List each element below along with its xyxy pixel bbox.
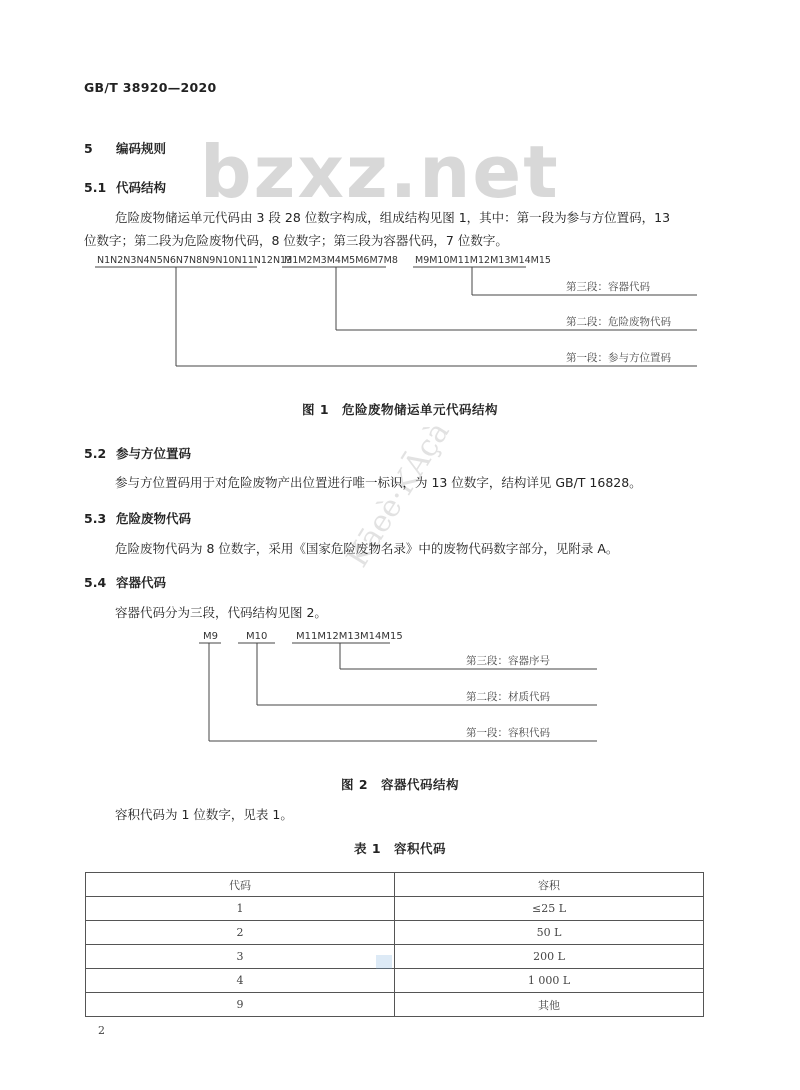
section-number: 5.1	[84, 180, 107, 195]
page-number: 2	[98, 1024, 105, 1037]
figure-2-diagram	[0, 625, 800, 747]
table-row	[86, 921, 704, 945]
fig2-label-second: 第二段：材质代码	[466, 691, 550, 703]
figure-1-diagram	[0, 250, 800, 375]
diagonal-stamp-watermark: Kāeè·KĀçà	[340, 415, 457, 574]
fig1-segment3-code: M9M10M11M12M13M14M15	[415, 255, 551, 266]
column-header-code: 代码	[86, 873, 395, 897]
figure-1-caption: 图 1 危险废物储运单元代码结构	[301, 402, 499, 417]
table-cell-volume: ≤25 L	[395, 897, 704, 921]
fig1-segment2-code: M1M2M3M4M5M6M7M8	[284, 255, 398, 266]
fig1-label-first: 第一段：参与方位置码	[566, 352, 671, 364]
paragraph-line: 危险废物储运单元代码由 3 段 28 位数字构成，组成结构见图 1，其中：第一段为参与方位置码，13	[115, 210, 671, 225]
column-header-volume: 容积	[395, 873, 704, 897]
table-cell-code: 3	[86, 945, 395, 969]
section-number: 5	[84, 141, 93, 156]
section-5-1-heading	[84, 178, 166, 196]
section-5-2-heading	[84, 444, 191, 462]
table-row	[86, 945, 704, 969]
section-title: 代码结构	[116, 180, 167, 195]
fig1-label-second: 第二段：危险废物代码	[566, 316, 671, 328]
section-title: 容器代码	[116, 575, 167, 590]
fig1-label-third: 第三段：容器代码	[566, 281, 650, 293]
section-5-4-heading	[84, 573, 166, 591]
section-5-4-paragraph: 容器代码分为三段，代码结构见图 2。	[115, 605, 327, 620]
section-number: 5.2	[84, 446, 107, 461]
table-row	[86, 969, 704, 993]
volume-code-paragraph: 容积代码为 1 位数字，见表 1。	[115, 807, 293, 822]
fig1-segment1-code: N1N2N3N4N5N6N7N8N9N10N11N12N13	[97, 255, 293, 266]
table-cell-volume: 50 L	[395, 921, 704, 945]
table-cell-code: 9	[86, 993, 395, 1017]
scan-artifact-mark	[376, 955, 392, 969]
fig2-segment3-code: M11M12M13M14M15	[296, 631, 403, 642]
table-cell-code: 1	[86, 897, 395, 921]
table-cell-volume: 1 000 L	[395, 969, 704, 993]
section-title: 编码规则	[116, 141, 167, 156]
paragraph-line: 位数字；第二段为危险废物代码，8 位数字；第三段为容器代码，7 位数字。	[84, 233, 508, 248]
fig2-segment2-code: M10	[246, 631, 268, 642]
volume-code-table	[85, 872, 704, 1017]
table-1-caption: 表 1 容积代码	[353, 841, 447, 856]
section-5-heading	[84, 139, 166, 157]
section-5-1-paragraph	[84, 206, 724, 252]
table-row	[86, 993, 704, 1017]
table-header-row	[86, 873, 704, 897]
table-cell-volume: 其他	[395, 993, 704, 1017]
site-watermark: bzxz.net	[200, 130, 560, 214]
section-title: 参与方位置码	[116, 446, 192, 461]
section-5-2-paragraph: 参与方位置码用于对危险废物产出位置进行唯一标识，为 13 位数字，结构详见 GB/T 16828。	[115, 475, 642, 490]
section-5-3-paragraph: 危险废物代码为 8 位数字，采用《国家危险废物名录》中的废物代码数字部分，见附录 A。	[115, 541, 619, 556]
table-cell-volume: 200 L	[395, 945, 704, 969]
standard-id: GB/T 38920—2020	[84, 80, 217, 95]
fig2-segment1-code: M9	[203, 631, 218, 642]
section-title: 危险废物代码	[116, 511, 192, 526]
section-number: 5.3	[84, 511, 107, 526]
table-row	[86, 897, 704, 921]
fig2-label-first: 第一段：容积代码	[466, 727, 550, 739]
table-cell-code: 2	[86, 921, 395, 945]
table-cell-code: 4	[86, 969, 395, 993]
section-5-3-heading	[84, 509, 191, 527]
section-number: 5.4	[84, 575, 107, 590]
fig2-label-third: 第三段：容器序号	[466, 655, 550, 667]
figure-2-caption: 图 2 容器代码结构	[340, 777, 460, 792]
